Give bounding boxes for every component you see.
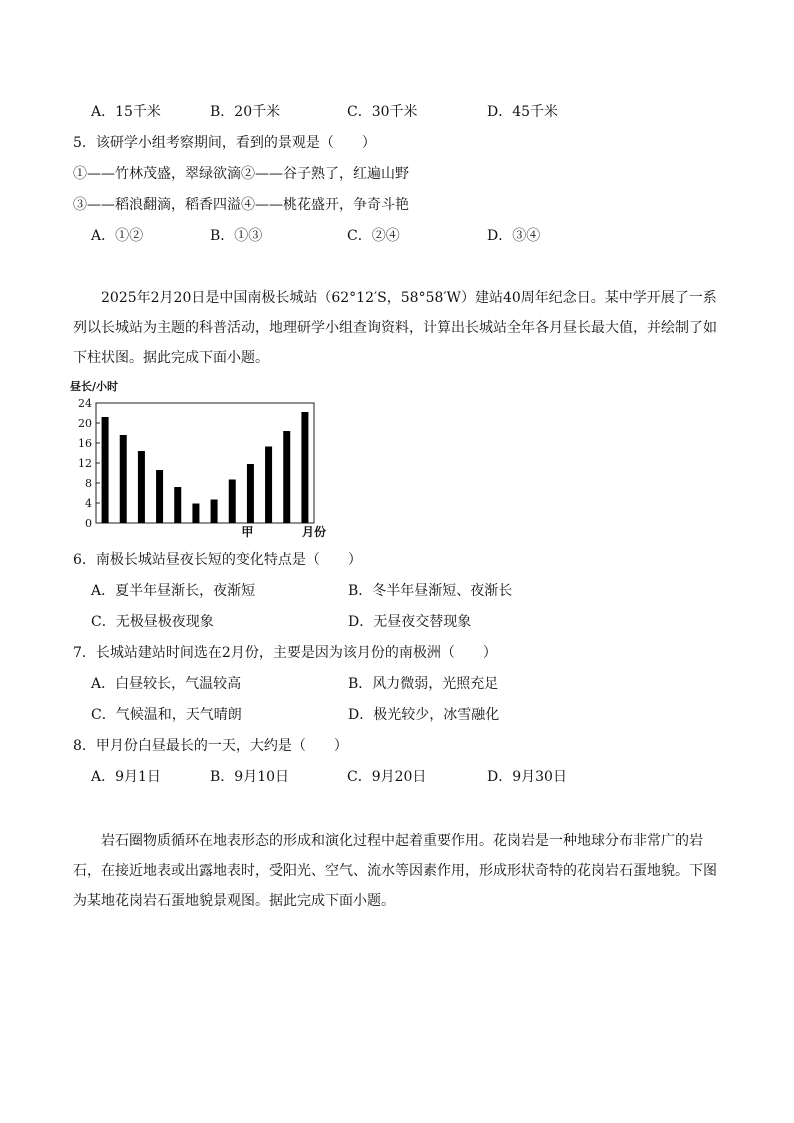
q7-stem: 7．长城站建站时间选在2月份，主要是因为该月份的南极洲（ ）	[73, 645, 497, 661]
y-tick-label: 0	[85, 517, 92, 530]
q5-option-a: A．①②	[91, 228, 144, 244]
y-tick-label: 4	[85, 497, 92, 510]
bar-month-6	[192, 504, 199, 524]
bar-month-4	[156, 470, 163, 523]
q8-option-a: A．9月1日	[91, 769, 161, 785]
x-axis-label: 月份	[302, 525, 327, 539]
q5-option-b: B．①③	[210, 228, 263, 244]
y-tick-label: 12	[78, 457, 92, 470]
q8-option-d: D．9月30日	[487, 769, 567, 785]
intro-granite: 岩石圈物质循环在地表形态的形成和演化过程中起着重要作用。花岗岩是一种地球分布非常广的岩石，在接近地表或出露地表时，受阳光、空气、流水等因素作用，形成形状奇特的花岗岩石蛋地貌。下图为某地花岗岩石蛋地貌景观图。据此完成下面小题。	[73, 833, 717, 909]
bar-month-5	[174, 487, 181, 523]
x-marker-label: 甲	[241, 525, 254, 539]
y-tick-label: 24	[78, 397, 92, 410]
q6-stem: 6．南极长城站昼夜长短的变化特点是（ ）	[73, 552, 362, 568]
bar-month-3	[138, 451, 145, 523]
day-length-bar-chart	[64, 376, 344, 541]
y-tick-label: 20	[78, 417, 92, 430]
q5-stem: 5．该研学小组考察期间，看到的景观是（ ）	[73, 135, 376, 151]
bar-month-7	[211, 500, 218, 524]
bar-month-8	[229, 480, 236, 524]
bar-month-1	[102, 417, 109, 523]
q5-items-line1: ①——竹林茂盛，翠绿欲滴②——谷子熟了，红遍山野	[73, 166, 409, 182]
intro-changcheng-station: 2025年2月20日是中国南极长城站（62°12′S，58°58′W）建站40周年纪念日。某中学开展了一系列以长城站为主题的科普活动，地理研学小组查询资料，计算出长城站全年各月昼长最大值，并绘制了如下柱状图。据此完成下面小题。	[73, 290, 717, 366]
q8-option-c: C．9月20日	[347, 769, 427, 785]
q7-option-c: C．气候温和，天气晴朗	[91, 707, 242, 723]
q6-option-c: C．无极昼极夜现象	[91, 614, 214, 630]
q5-option-d: D．③④	[487, 228, 541, 244]
q4-option-d: D．45千米	[487, 104, 559, 120]
q6-option-a: A．夏半年昼渐长，夜渐短	[91, 583, 256, 599]
q4-option-b: B．20千米	[210, 104, 281, 120]
q5-items-line2: ③——稻浪翻滴，稻香四溢④——桃花盛开，争奇斗艳	[73, 197, 409, 213]
plot-frame	[96, 403, 314, 523]
q7-option-a: A．白昼较长，气温较高	[91, 676, 242, 692]
q4-option-a: A．15千米	[91, 104, 161, 120]
y-axis-label: 昼长/小时	[70, 380, 119, 393]
q6-option-d: D．无昼夜交替现象	[348, 614, 472, 630]
q7-option-d: D．极光较少，冰雪融化	[348, 707, 500, 723]
q5-option-c: C．②④	[347, 228, 400, 244]
y-tick-label: 8	[85, 477, 92, 490]
q8-option-b: B．9月10日	[210, 769, 290, 785]
q4-option-c: C．30千米	[347, 104, 418, 120]
y-tick-label: 16	[78, 437, 92, 450]
q8-stem: 8．甲月份白昼最长的一天，大约是（ ）	[73, 738, 348, 754]
bar-month-11	[283, 431, 290, 523]
bar-month-12	[301, 412, 308, 523]
bar-month-2	[120, 435, 127, 523]
q7-option-b: B．风力微弱，光照充足	[348, 676, 499, 692]
bar-month-9	[247, 464, 254, 523]
bar-month-10	[265, 447, 272, 524]
q6-option-b: B．冬半年昼渐短、夜渐长	[348, 583, 513, 599]
